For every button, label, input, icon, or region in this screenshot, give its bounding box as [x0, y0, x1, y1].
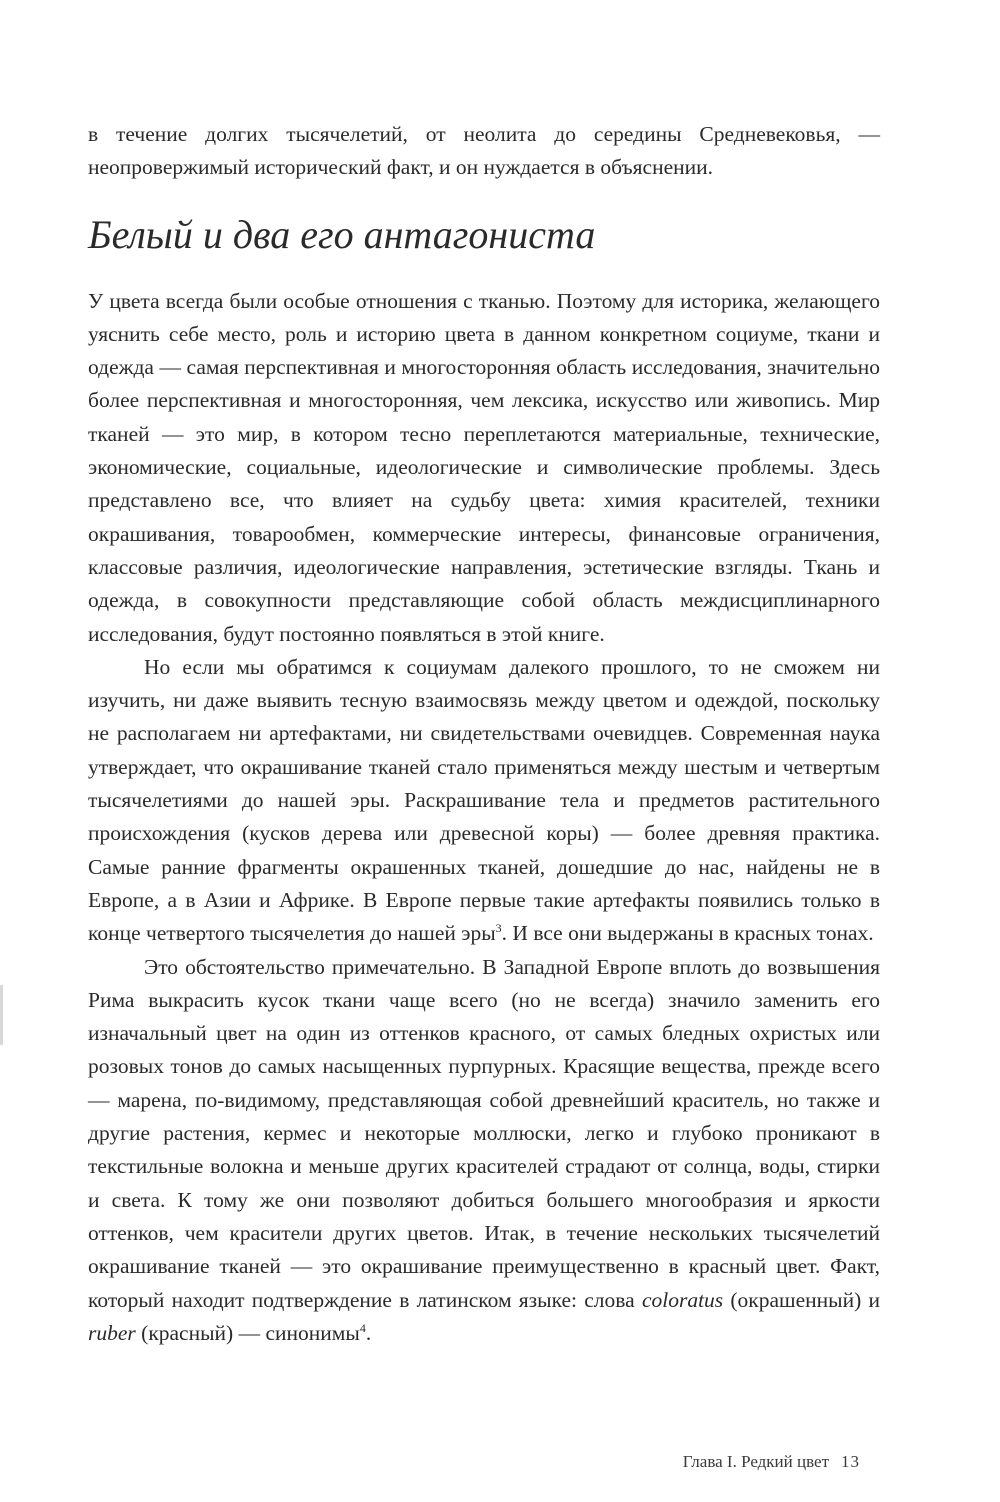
section-heading: Белый и два его антагониста	[88, 211, 596, 257]
page-edge-shadow	[0, 985, 3, 1045]
page-footer	[683, 1452, 860, 1472]
main-text-block	[88, 118, 880, 1350]
paragraph-3-mid: (окрашенный) и	[723, 1287, 881, 1312]
running-head: Глава I. Редкий цвет	[682, 1452, 829, 1471]
paragraph-3	[88, 951, 880, 1351]
paragraph-3-end: .	[365, 1320, 372, 1345]
intro-paragraph: в течение долгих тысячелетий, от неолита до середины Средневековья, — неопровержимый исторический факт, и он нуждается в объяснении.	[88, 122, 880, 180]
page-number: 13	[841, 1452, 860, 1471]
footnote-ref-4[interactable]: 4	[359, 1320, 366, 1335]
paragraph-2-text: Но если мы обратимся к социумам далекого прошлого, то не сможем ни изучить, ни даже выявить тесную взаимосвязь между цветом и одеждой, поскольку не располагаем ни артефактами, ни свидетельствами очевидцев. Современная наука утверждает, что окрашивание тканей стало применяться между шестым и четвертым тысячелетиями до нашей эры. Раскрашивание тела и предметов растительного происхождения (кусков дерева или древесной коры) — более древняя практика. Самые ранние фрагменты окрашенных тканей, дошедшие до нас, найдены не в Европе, а в Азии и Африке. В Европе первые такие артефакты появились только в конце четвертого тысячелетия до нашей эры	[88, 654, 880, 946]
paragraph-2	[88, 651, 880, 951]
latin-term-ruber: ruber	[88, 1320, 136, 1345]
latin-term-coloratus: coloratus	[641, 1287, 724, 1312]
paragraph-3-text: Это обстоятельство примечательно. В Западной Европе вплоть до возвышения Рима выкрасить кусок ткани чаще всего (но не всегда) значило заменить его изначальный цвет на один из оттенков красного, от самых бледных охристых или розовых тонов до самых насыщенных пурпурных. Красящие вещества, прежде всего — марена, по-видимому, представляющая собой древнейший краситель, но также и другие растения, кермес и некоторые моллюски, легко и глубоко проникают в текстильные волокна и меньше других красителей страдают от солнца, воды, стирки и света. К тому же они позволяют добиться большего многообразия и яркости оттенков, чем красители других цветов. Итак, в течение нескольких тысячелетий окрашивание тканей — это окрашивание преимущественно в красный цвет. Факт, который находит подтверждение в латинском языке: слова	[88, 954, 880, 1312]
paragraph-2-end: . И все они выдержаны в красных тонах.	[501, 921, 874, 946]
paragraph-1: У цвета всегда были особые отношения с тканью. Поэтому для историка, желающего уяснить себе место, роль и историю цвета в данном конкретном социуме, ткани и одежда — самая перспективная и многосторонняя область исследования, значительно более перспективная и многосторонняя, чем лексика, искусство или живопись. Мир тканей — это мир, в котором тесно переплетаются материальные, технические, экономические, социальные, идеологические и символические проблемы. Здесь представлено все, что влияет на судьбу цвета: химия красителей, техники окрашивания, товарообмен, коммерческие интересы, финансовые ограничения, классовые различия, идеологические направления, эстетические взгляды. Ткань и одежда, в совокупности представляющие собой область междисциплинарного исследования, будут постоянно появляться в этой книге.	[88, 288, 880, 646]
footnote-ref-3[interactable]: 3	[495, 921, 502, 936]
paragraph-3-tail: (красный) — синонимы	[135, 1320, 360, 1345]
